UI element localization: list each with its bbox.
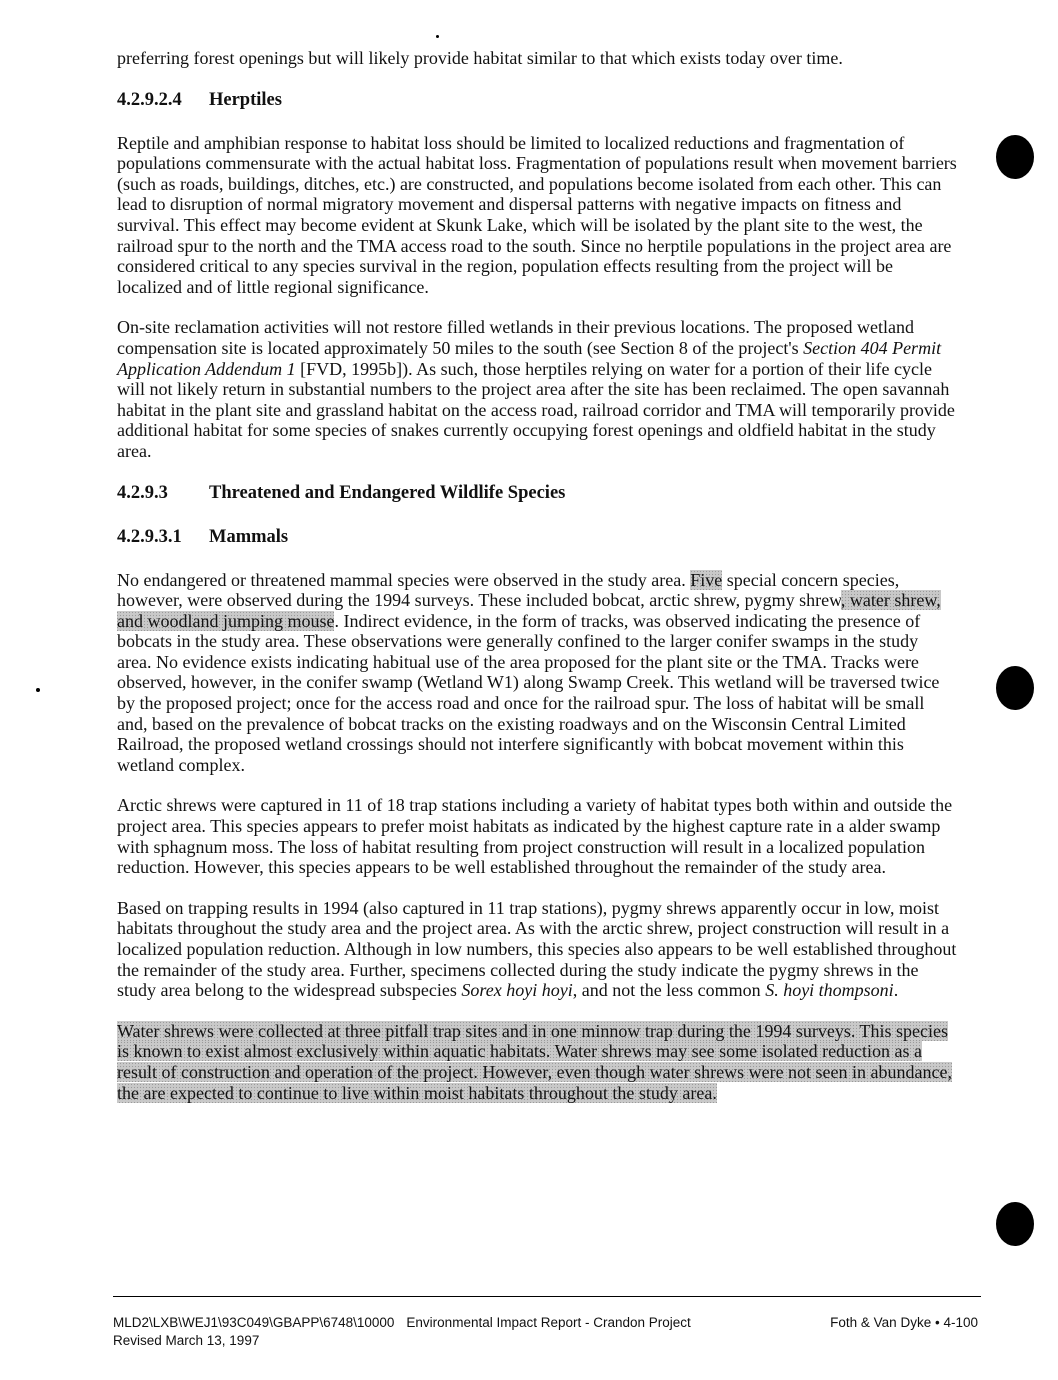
section-heading-herptiles <box>117 89 957 111</box>
text-run: [FVD, 1995b]). As such, those herptiles relying on water for a portion of their life cycle will not likely return in substantial numbers to the project area after the site has been reclaimed. The open savannah habitat in the plant site and grassland habitat on the access road, railroad corridor and TMA will temporarily provide additional habitat for some species of snakes currently occupying forest openings and oldfield habitat in the study area. <box>117 358 955 461</box>
herptiles-paragraph-1: Reptile and amphibian response to habitat loss should be limited to localized reductions and fragmentation of populations commensurate with the actual habitat loss. Fragmentation of populations result when movement barriers (such as roads, buildings, ditches, etc.) are constructed, and populations become isolated from each other. This can lead to disruption of normal migratory movement and dispersal patterns with negative impacts on fitness and survival. This effect may become evident at Skunk Lake, which will be isolated by the plant site to the west, the railroad spur to the north and the TMA access road to the south. Since no herptile populations in the project area are considered critical to any species survival in the region, population effects resulting from the project will be localized and of little regional significance. <box>117 132 957 297</box>
text-run: special concern species, however, were observed during the 1994 surveys. These included bobcat, arctic shrew, pygmy shrew <box>117 569 900 611</box>
section-number: 4.2.9.2.4 <box>117 89 182 110</box>
scan-speck <box>436 35 439 38</box>
section-heading-mammals <box>117 526 957 548</box>
document-citation: Section 404 Permit Application Addendum 1 <box>117 337 942 379</box>
footer-file-path: MLD2\LXB\WEJ1\93C049\GBAPP\6748\10000 <box>113 1315 395 1330</box>
revision-highlight: , water shrew, and woodland jumping mouse <box>117 590 941 631</box>
page-content <box>117 48 957 1123</box>
revision-bullet-marker <box>996 1202 1034 1246</box>
footer-right <box>830 1314 978 1332</box>
herptiles-paragraph-2 <box>117 317 957 461</box>
text-run: No endangered or threatened mammal species were observed in the study area. <box>117 569 691 590</box>
section-title: Mammals <box>209 526 289 547</box>
revision-bullet-marker <box>996 666 1034 710</box>
revision-highlight: Five <box>690 569 723 590</box>
text-run: On-site reclamation activities will not restore filled wetlands in their previous locations. The proposed wetland compensation site is located approximately 50 miles to the south (see Section 8 of the project's <box>117 317 914 358</box>
mammals-paragraph-4 <box>117 1021 957 1103</box>
species-name: S. hoyi thompsoni <box>765 980 894 1001</box>
footer-line-1 <box>113 1314 691 1332</box>
section-number: 4.2.9.3.1 <box>117 526 182 547</box>
mammals-paragraph-1 <box>117 570 957 776</box>
mammals-paragraph-2: Arctic shrews were captured in 11 of 18 trap stations including a variety of habitat types both within and outside the project area. This species appears to prefer moist habitats as indicated by the highest capture rate in a alder swamp with sphagnum moss. The loss of habitat resulting from project construction will result in a localized population reduction. However, this species appears to be well established throughout the remainder of the study area. <box>117 795 953 878</box>
footer-divider <box>113 1296 981 1297</box>
section-number: 4.2.9.3 <box>117 482 168 503</box>
revision-bullet-marker <box>996 135 1034 179</box>
footer-company: Foth & Van Dyke <box>830 1315 932 1330</box>
section-heading-threatened-endangered <box>117 482 957 504</box>
mammals-paragraph-3 <box>117 898 957 1001</box>
scan-speck <box>36 688 40 692</box>
footer-separator: • <box>934 1315 940 1330</box>
species-name: Sorex hoyi hoyi <box>461 980 573 1001</box>
intro-paragraph: preferring forest openings but will likely provide habitat similar to that which exists today over time. <box>117 48 843 68</box>
footer-left <box>113 1314 691 1350</box>
revision-highlight: Water shrews were collected at three pitfall trap sites and in one minnow trap during the 1994 surveys. This species is known to exist almost exclusively within aquatic habitats. Water shrews may see some isolated reduction as a result of construction and operation of the project. However, even though water shrews were not seen in abundance, the are expected to continue to live within moist habitats throughout the study area. <box>117 1020 952 1103</box>
text-run: Based on trapping results in 1994 (also captured in 11 trap stations), pygmy shrews apparently occur in low, moist habitats throughout the study area and the project area. As with the arctic shrew, project construction will result in a localized population reduction. Although in low numbers, this species also appears to be well established throughout the remainder of the study area. Further, specimens collected during the study indicate the pygmy shrews in the study area belong to the widespread subspecies <box>117 897 957 1001</box>
footer-revised-date: Revised March 13, 1997 <box>113 1333 260 1348</box>
footer-document-title: Environmental Impact Report - Crandon Project <box>406 1315 691 1330</box>
section-title: Threatened and Endangered Wildlife Species <box>209 482 566 503</box>
text-run: . Indirect evidence, in the form of tracks, was observed indicating the presence of bobcats in the study area. These observations were generally confined to the larger conifer swamps in the study area. No evidence exists indicating habitual use of the area proposed for the plant site or the TMA. Tracks were observed, however, in the conifer swamp (Wetland W1) along Swamp Creek. This wetland will be traversed twice by the proposed project; once for the access road and once for the railroad spur. The loss of habitat will be small and, based on the prevalence of bobcat tracks on the existing roadways and on the Wisconsin Central Limited Railroad, the proposed wetland crossings should not interfere significantly with bobcat movement within this wetland complex. <box>117 610 940 775</box>
footer-page-number: 4-100 <box>943 1315 978 1330</box>
text-run: , and not the less common <box>572 980 766 1001</box>
section-title: Herptiles <box>209 89 282 110</box>
text-run: . <box>893 980 899 1001</box>
